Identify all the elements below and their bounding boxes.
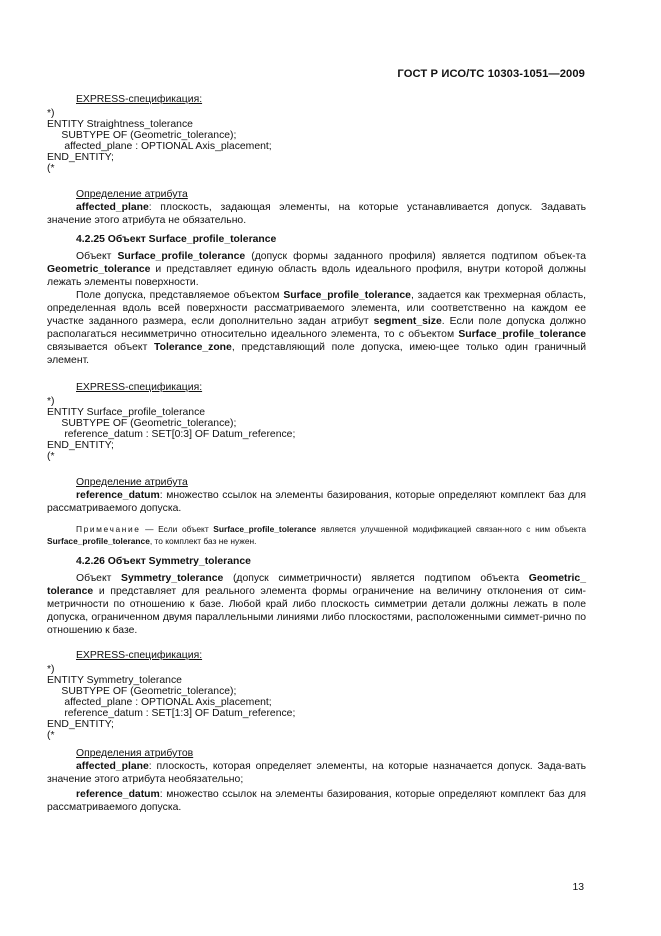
code-line: END_ENTITY; [47, 719, 114, 730]
express-label-text: EXPRESS-спецификация: [76, 94, 203, 105]
attribute-term: reference_datum [76, 789, 160, 800]
code-line: SUBTYPE OF (Geometric_tolerance); [47, 418, 237, 429]
text: связывается объект [47, 342, 155, 353]
code-line: ENTITY Surface_profile_tolerance [47, 407, 206, 418]
section-heading: 4.2.25 Объект Surface_profile_tolerance [76, 234, 277, 245]
page-content [47, 93, 586, 814]
entity-name: Surface_profile_tolerance [117, 251, 246, 262]
page-number: 13 [572, 882, 584, 893]
express-label [47, 381, 586, 394]
entity-name: Geometric_tolerance [47, 264, 151, 275]
text: , задается как трехмерная область, определенная вдоль всей поверхности рассматриваемого элемента, или соответственно на каждом ее участке заданного размера, если дополнительно задан атрибут [47, 290, 586, 327]
text: , представляющий поле допуска, имею-щее только один граничный элемент. [47, 342, 586, 366]
attribute-definition-label-text: Определение атрибута [76, 477, 188, 488]
attribute-term: reference_datum [76, 490, 160, 501]
attribute-term: affected_plane [76, 202, 149, 213]
section-heading: 4.2.26 Объект Symmetry_tolerance [76, 556, 251, 567]
entity-name: Symmetry_tolerance [121, 573, 224, 584]
code-line: *) [47, 396, 55, 407]
code-line: ENTITY Straightness_tolerance [47, 119, 193, 130]
paragraph [47, 289, 586, 367]
attribute-definition-label-text: Определения атрибутов [76, 748, 194, 759]
text: (допуск симметричности) является подтипом объекта [223, 573, 529, 584]
express-code-block [47, 108, 586, 174]
code-line: *) [47, 664, 55, 675]
attribute-name: segment_size [373, 316, 442, 327]
text: . Если поле допуска должно располагаться несимметрично относительно идеального элемента, то с объектом [47, 316, 586, 340]
express-code-block [47, 664, 586, 741]
attribute-text: : множество ссылок на элементы базирования, которые определяют комплект баз для рассматриваемого допуска. [47, 789, 586, 813]
code-line: affected_plane : OPTIONAL Axis_placement; [47, 141, 272, 152]
express-label-text: EXPRESS-спецификация: [76, 650, 203, 661]
entity-name: Surface_profile_tolerance [213, 524, 317, 534]
standard-header: ГОСТ Р ИСО/ТС 10303-1051—2009 [397, 68, 585, 80]
text: является улучшенной модификацией связан-ного с ним объекта [316, 524, 586, 534]
entity-name: Tolerance_zone [154, 342, 232, 353]
attribute-term: affected_plane [76, 761, 149, 772]
express-label [47, 93, 586, 106]
text: и представляет единую область вдоль идеального профиля, внутри которой должны лежать элементы поверхности. [47, 264, 586, 288]
attribute-definition [47, 760, 586, 786]
text: Поле допуска, представляемое объектом [76, 290, 284, 301]
text: и представляет для реального элемента формы ограничение на величину отклонения от сим-метричности по отношению к базе. Любой край либо плоскость симметрии детали должны лежать в поле допуска, ограниченном двумя параллельными линиями либо плоскостями, расположенными симмет-рично по отношению к базе. [47, 586, 586, 636]
attribute-definition [47, 788, 586, 814]
text: (допуск формы заданного профиля) является подтипом объек-та [245, 251, 586, 262]
note-label: Примечание [76, 524, 141, 534]
code-line: END_ENTITY; [47, 440, 114, 451]
attribute-definition-label [47, 188, 586, 201]
code-line: affected_plane : OPTIONAL Axis_placement; [47, 697, 272, 708]
entity-name: Surface_profile_tolerance [47, 536, 150, 546]
entity-name: Geometric_ tolerance [47, 573, 586, 597]
code-line: SUBTYPE OF (Geometric_tolerance); [47, 686, 237, 697]
attribute-text: : плоскость, которая определяет элементы, на которые назначается допуск. Зада-вать значение этого атрибута необязательно; [47, 761, 586, 785]
attribute-definition-label [47, 476, 586, 489]
express-label [47, 649, 586, 662]
code-line: (* [47, 163, 55, 174]
code-line: reference_datum : SET[0:3] OF Datum_reference; [47, 429, 296, 440]
code-line: SUBTYPE OF (Geometric_tolerance); [47, 130, 237, 141]
code-line: (* [47, 451, 55, 462]
attribute-definition [47, 489, 586, 515]
attribute-definition [47, 201, 586, 227]
text: Объект [76, 573, 122, 584]
attribute-text: : плоскость, задающая элементы, на которые устанавливается допуск. Задавать значение этого атрибута не обязательно. [47, 202, 586, 226]
code-line: (* [47, 730, 55, 741]
text: Объект [76, 251, 118, 262]
code-line: ENTITY Symmetry_tolerance [47, 675, 182, 686]
paragraph [47, 250, 586, 289]
code-line: reference_datum : SET[1:3] OF Datum_reference; [47, 708, 296, 719]
attribute-text: : множество ссылок на элементы базирования, которые определяют комплект баз для рассматриваемого допуска. [47, 490, 586, 514]
express-code-block [47, 396, 586, 462]
code-line: *) [47, 108, 55, 119]
note [47, 523, 586, 547]
text: , то комплект баз не нужен. [149, 536, 257, 546]
text: — Если объект [140, 524, 214, 534]
entity-name: Surface_profile_tolerance [458, 329, 586, 340]
paragraph [47, 572, 586, 637]
code-line: END_ENTITY; [47, 152, 114, 163]
express-label-text: EXPRESS-спецификация: [76, 382, 203, 393]
attribute-definition-label [47, 747, 586, 760]
attribute-definition-label-text: Определение атрибута [76, 189, 188, 200]
entity-name: Surface_profile_tolerance [283, 290, 411, 301]
